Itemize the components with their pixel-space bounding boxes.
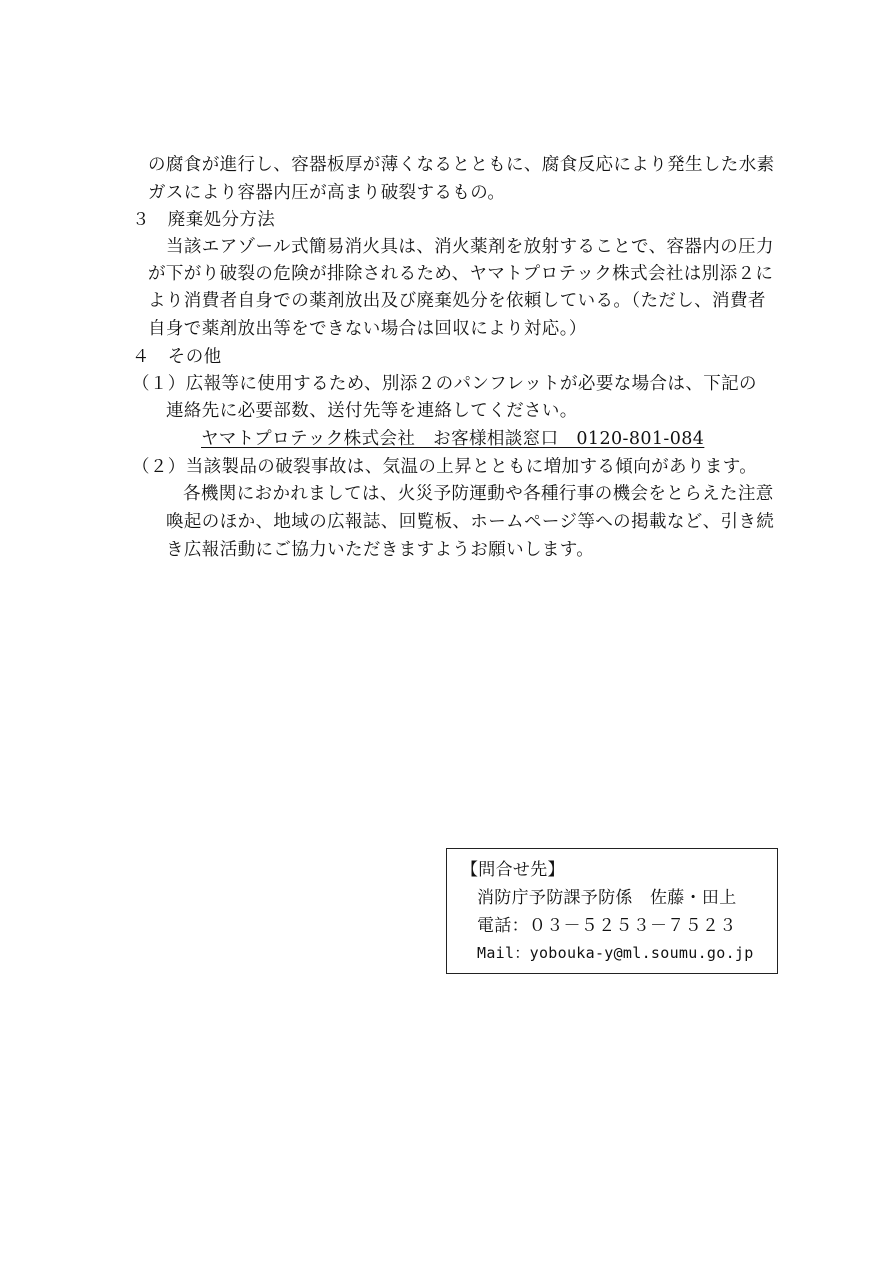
inquiry-contact-box [446,848,778,974]
contact-mail-label: Mail： [477,944,530,962]
section-3-text: 当該エアゾール式簡易消火具は、消火薬剤を放射することで、容器内の圧力 [166,237,774,257]
body-text-line: の腐食が進行し、容器板厚が薄くなるとともに、腐食反応により発生した水素 [148,155,775,175]
item-2-text: 喚起のほか、地域の広報誌、回覧板、ホームページ等への掲載など、引き続 [166,512,775,532]
item-1-text: 連絡先に必要部数、送付先等を連絡してください。 [166,401,578,421]
item-2-text: 各機関におかれましては、火災予防運動や各種行事の機会をとらえた注意 [183,484,774,504]
item-1-text: （１）広報等に使用するため、別添２のパンフレットが必要な場合は、下記の [132,374,757,394]
section-3-heading: ３ 廃棄処分方法 [132,210,276,230]
section-4-heading: ４ その他 [132,347,222,367]
section-3-text: より消費者自身での薬剤放出及び廃棄処分を依頼している。（ただし、消費者 [148,291,766,311]
contact-mail [477,941,754,965]
section-3-text: が下がり破裂の危険が排除されるため、ヤマトプロテック株式会社は別添２に [148,264,774,284]
contact-phone: 電話：０３－５２５３－７５２３ [477,916,737,936]
section-3-text: 自身で薬剤放出等をできない場合は回収により対応。） [148,319,587,339]
body-text-line: ガスにより容器内圧が高まり破裂するもの。 [148,183,506,203]
item-2-text: （２）当該製品の破裂事故は、気温の上昇とともに増加する傾向があります。 [132,457,758,477]
contact-box-title: 【問合せ先】 [461,860,565,880]
contact-department: 消防庁予防課予防係 佐藤・田上 [477,888,737,908]
contact-mail-address: yobouka-y@ml.soumu.go.jp [529,944,754,962]
item-2-text: き広報活動にご協力いただきますようお願いします。 [166,540,595,560]
consultation-contact: ヤマトプロテック株式会社 お客様相談窓口 0120-801-084 [201,429,705,449]
